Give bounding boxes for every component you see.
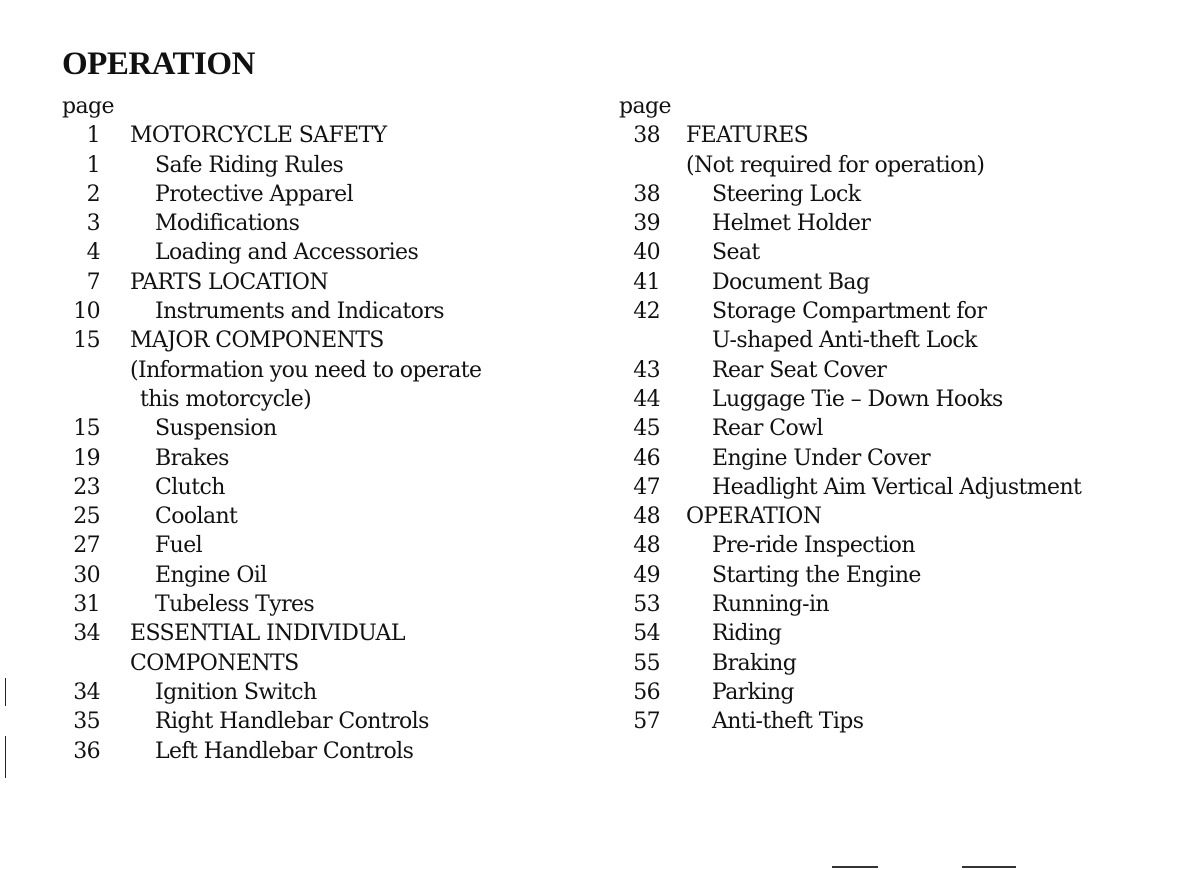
scan-mark (962, 866, 1016, 868)
toc-entry-title: Document Bag (712, 269, 870, 295)
toc-entry (62, 707, 429, 736)
toc-page-number: 4 (86, 240, 100, 266)
toc-page-number: 39 (633, 211, 660, 237)
margin-mark (5, 678, 6, 706)
toc-entry-title: Modifications (155, 211, 300, 237)
toc-entry-title: Suspension (155, 416, 277, 442)
toc-page-number: 30 (73, 562, 100, 588)
toc-entry-title: Fuel (155, 533, 203, 559)
toc-entry-title: (Information you need to operate (130, 357, 482, 383)
page-column-label: page (619, 94, 671, 119)
toc-entry-title: Instruments and Indicators (155, 299, 444, 325)
toc-entry (619, 268, 870, 297)
page-column-label: page (62, 94, 114, 119)
toc-entry (62, 209, 300, 238)
toc-page-number: 38 (633, 181, 660, 207)
toc-entry-title: MAJOR COMPONENTS (130, 328, 384, 354)
toc-entry-title: Safe Riding Rules (155, 152, 344, 178)
toc-entry (62, 619, 405, 648)
toc-page-number: 25 (73, 504, 100, 530)
toc-entry (619, 209, 871, 238)
toc-entry (62, 502, 238, 531)
toc-entry-title: Brakes (155, 445, 229, 471)
toc-entry-title: Engine Oil (155, 562, 267, 588)
toc-entry-title: Clutch (155, 474, 225, 500)
toc-entry (619, 444, 931, 473)
toc-entry (619, 414, 823, 443)
toc-page-number: 57 (633, 709, 660, 735)
page-title: OPERATION (62, 46, 255, 82)
toc-entry (619, 590, 829, 619)
toc-entry-title: Engine Under Cover (712, 445, 931, 471)
toc-entry (619, 356, 887, 385)
toc-entry (62, 326, 384, 355)
toc-page-number: 56 (633, 679, 660, 705)
toc-entry (62, 356, 482, 385)
toc-entry (619, 649, 797, 678)
toc-page-number: 3 (86, 211, 100, 237)
toc-page-number: 45 (633, 416, 660, 442)
toc-entry-title: U-shaped Anti-theft Lock (712, 328, 977, 354)
toc-entry-title: COMPONENTS (130, 650, 299, 676)
toc-page-number: 19 (73, 445, 100, 471)
toc-page-number: 15 (73, 328, 100, 354)
toc-entry-title: Starting the Engine (712, 562, 921, 588)
toc-entry-title: Running-in (712, 592, 829, 618)
toc-entry-title: FEATURES (686, 123, 809, 149)
toc-entry (619, 385, 1003, 414)
toc-page-number: 41 (633, 269, 660, 295)
toc-entry-title: Loading and Accessories (155, 240, 419, 266)
toc-page-number: 31 (73, 592, 100, 618)
toc-entry (62, 297, 444, 326)
toc-entry (619, 707, 864, 736)
toc-page-number: 42 (633, 299, 660, 325)
toc-entry (619, 502, 822, 531)
toc-entry-title: Headlight Aim Vertical Adjustment (712, 474, 1082, 500)
toc-entry-title: MOTORCYCLE SAFETY (130, 123, 387, 149)
toc-entry (62, 268, 329, 297)
toc-entry-title: Helmet Holder (712, 211, 871, 237)
toc-entry-title: Riding (712, 621, 782, 647)
toc-entry (62, 151, 344, 180)
toc-page-number: 34 (73, 621, 100, 647)
toc-entry (619, 238, 760, 267)
toc-entry-title: Luggage Tie – Down Hooks (712, 386, 1003, 412)
toc-page-number: 27 (73, 533, 100, 559)
toc-page-number: 2 (86, 181, 100, 207)
toc-entry-title: Coolant (155, 504, 238, 530)
toc-page-number: 49 (633, 562, 660, 588)
toc-page-number: 44 (633, 386, 660, 412)
toc-entry (619, 180, 861, 209)
toc-page-number: 38 (633, 123, 660, 149)
toc-page-number: 7 (86, 269, 100, 295)
toc-entry-title: PARTS LOCATION (130, 269, 329, 295)
toc-entry (62, 238, 419, 267)
toc-page-number: 10 (73, 299, 100, 325)
toc-entry-title: Anti-theft Tips (712, 709, 864, 735)
toc-entry-title: Storage Compartment for (712, 299, 987, 325)
toc-page-number: 46 (633, 445, 660, 471)
toc-entry (619, 151, 985, 180)
toc-page-number: 23 (73, 474, 100, 500)
toc-entry-title: Rear Seat Cover (712, 357, 887, 383)
toc-page-number: 43 (633, 357, 660, 383)
toc-entry (62, 678, 317, 707)
toc-page-number: 40 (633, 240, 660, 266)
toc-entry-title: Tubeless Tyres (155, 592, 315, 618)
toc-entry-title: Right Handlebar Controls (155, 709, 429, 735)
toc-entry-title: (Not required for operation) (686, 152, 985, 178)
toc-page-number: 48 (633, 533, 660, 559)
toc-entry (619, 678, 794, 707)
toc-entry (62, 121, 387, 150)
toc-entry-title: Left Handlebar Controls (155, 738, 414, 764)
toc-entry (619, 326, 977, 355)
toc-page-number: 55 (633, 650, 660, 676)
toc-entry (619, 531, 915, 560)
toc-entry (62, 444, 229, 473)
toc-entry (62, 180, 354, 209)
toc-entry (62, 561, 267, 590)
toc-entry (619, 561, 921, 590)
toc-entry (619, 473, 1082, 502)
toc-entry-title: Rear Cowl (712, 416, 823, 442)
toc-page-number: 48 (633, 504, 660, 530)
toc-page-number: 36 (73, 738, 100, 764)
toc-entry-title: Braking (712, 650, 797, 676)
toc-list-left (62, 121, 482, 766)
margin-mark (5, 736, 6, 778)
toc-page-number: 34 (73, 679, 100, 705)
toc-entry-title: OPERATION (686, 504, 822, 530)
toc-entry (62, 531, 203, 560)
toc-entry (62, 737, 414, 766)
toc-page-number: 1 (86, 152, 100, 178)
toc-entry-title: Protective Apparel (155, 181, 354, 207)
toc-entry-title: Steering Lock (712, 181, 861, 207)
toc-entry-title: Seat (712, 240, 760, 266)
toc-entry (62, 414, 277, 443)
toc-entry (619, 121, 809, 150)
toc-page-number: 54 (633, 621, 660, 647)
toc-entry (62, 385, 312, 414)
toc-entry (62, 590, 315, 619)
toc-entry (62, 473, 225, 502)
toc-page-number: 47 (633, 474, 660, 500)
toc-page-number: 1 (86, 123, 100, 149)
toc-list-right (619, 121, 1082, 736)
toc-entry (619, 297, 987, 326)
toc-entry (62, 649, 299, 678)
scan-mark (832, 866, 878, 868)
toc-page-number: 15 (73, 416, 100, 442)
toc-entry-title: this motorcycle) (140, 386, 312, 412)
toc-entry-title: ESSENTIAL INDIVIDUAL (130, 621, 405, 647)
toc-entry (619, 619, 782, 648)
toc-entry-title: Pre-ride Inspection (712, 533, 915, 559)
toc-page-number: 53 (633, 592, 660, 618)
toc-left-column (62, 92, 482, 766)
toc-entry-title: Ignition Switch (155, 679, 317, 705)
toc-page-number: 35 (73, 709, 100, 735)
toc-entry-title: Parking (712, 679, 794, 705)
toc-right-column (619, 92, 1082, 737)
